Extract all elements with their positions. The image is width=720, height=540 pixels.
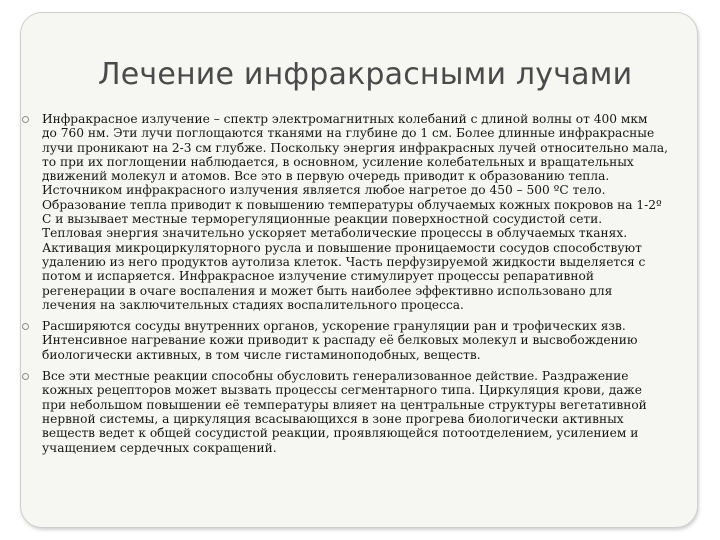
- bullet-2-line: биологически активных, в том числе гистаминоподобных, веществ.: [42, 347, 481, 362]
- bullet-1-line: С и вызывает местные терморегуляционные реакции поверхностной сосудистой сети.: [42, 212, 603, 227]
- bullet-3-line: кожных рецепторов может вызвать процессы сегментарного типа. Циркуляция крови, даже: [42, 383, 642, 398]
- bullet-circle-icon: [22, 373, 29, 380]
- bullet-1-line: Инфракрасное излучение – спектр электромагнитных колебаний с длиной волны от 400 мкм: [42, 112, 648, 126]
- slide-title: Лечение инфракрасными лучами: [98, 57, 633, 92]
- bullet-1-line: Тепловая энергия значительно ускоряет метаболические процессы в облучаемых тканях.: [42, 226, 628, 241]
- bullet-1-line: потом и испаряется. Инфракрасное излучение стимулирует процессы репаративной: [42, 269, 594, 284]
- bullet-1-line: Образование тепла приводит к повышению температуры облучаемых кожных покровов на 1-2º: [42, 197, 662, 212]
- bullet-1-line: то при их поглощении наблюдается, в основном, усиление колебательных и вращательных: [42, 154, 634, 169]
- bullet-2-line: Расширяются сосуды внутренних органов, ускорение грануляции ран и трофических язв.: [42, 319, 626, 334]
- bullet-1-line: удалению из него продуктов аутолиза клеток. Часть перфузируемой жидкости выделяется с: [42, 254, 646, 269]
- bullet-1-line: Источником инфракрасного излучения является любое нагретое до 450 – 500 ºС тело.: [42, 183, 606, 198]
- bullet-3-line: Все эти местные реакции способны обусловить генерализованное действие. Раздражение: [42, 369, 629, 384]
- bullet-1-line: лучи проникают на 2-3 см глубже. Поскольку энергия инфракрасных лучей относительно мала,: [42, 140, 669, 155]
- bullet-circle-icon: [22, 116, 29, 123]
- bullet-1-line: до 760 нм. Эти лучи поглощаются тканями на глубине до 1 см. Более длинные инфракрасные: [42, 126, 655, 141]
- bullet-item-1: [22, 112, 694, 312]
- slide-body: [22, 112, 694, 462]
- bullet-1-line: движений молекул и атомов. Все это в первую очередь приводит к образованию тепла.: [42, 169, 610, 184]
- bullet-3-line: нервной системы, а циркуляция всасывающихся в зоне прогрева биологически активных: [42, 411, 624, 426]
- bullet-1-line: Активация микроциркуляторного русла и повышение проницаемости сосудов способствуют: [42, 240, 642, 255]
- bullet-3-line: учащением сердечных сокращений.: [42, 440, 277, 455]
- bullet-3-line: веществ ведет к общей сосудистой реакции, проявляющейся потоотделением, усилением и: [42, 426, 639, 441]
- bullet-circle-icon: [22, 323, 29, 330]
- bullet-item-2: [22, 319, 694, 362]
- bullet-item-3: [22, 369, 694, 455]
- bullet-2-line: Интенсивное нагревание кожи приводит к распаду её белковых молекул и высвобождению: [42, 333, 638, 348]
- bullet-1-line: регенерации в очаге воспаления и может быть наиболее эффективно использовано для: [42, 283, 613, 298]
- bullet-1-line: лечения на заключительных стадиях воспалительного процесса.: [42, 297, 464, 312]
- bullet-3-line: при небольшом повышении её температуры влияет на центральные структуры вегетативной: [42, 397, 647, 412]
